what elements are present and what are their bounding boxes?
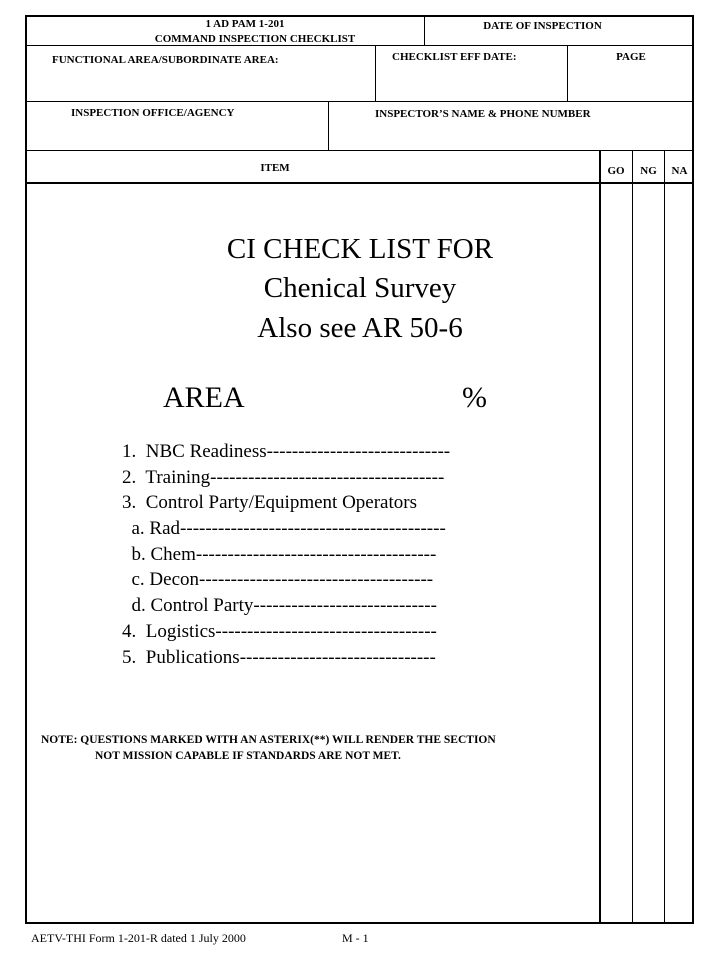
list-item: b. Chem-------------------------------------- xyxy=(122,543,437,565)
note-line-1: NOTE: QUESTIONS MARKED WITH AN ASTERIX(**) WILL RENDER THE SECTION xyxy=(41,734,496,746)
form-footer: AETV-THI Form 1-201-R dated 1 July 2000 xyxy=(31,931,246,945)
header-divider-inspector xyxy=(328,101,329,150)
page-subtitle: Chenical Survey xyxy=(263,272,457,304)
go-column-header: GO xyxy=(607,165,625,177)
page-number: M - 1 xyxy=(342,931,369,945)
pam-number: 1 AD PAM 1-201 xyxy=(205,18,285,30)
checklist-eff-date-label: CHECKLIST EFF DATE: xyxy=(392,51,517,63)
inspection-office-label: INSPECTION OFFICE/AGENCY xyxy=(71,107,235,119)
item-column-header: ITEM xyxy=(260,162,290,174)
ng-column-header: NG xyxy=(640,165,657,177)
note-line-2: NOT MISSION CAPABLE IF STANDARDS ARE NOT MET. xyxy=(95,750,401,762)
list-item: d. Control Party----------------------------- xyxy=(122,595,437,617)
na-column-header: NA xyxy=(671,165,688,177)
list-item: 1. NBC Readiness----------------------------- xyxy=(122,441,451,462)
reference-line: Also see AR 50-6 xyxy=(257,312,463,344)
na-column-line xyxy=(664,150,665,924)
ng-column-line xyxy=(632,150,633,924)
header-divider-eff-date xyxy=(375,45,376,101)
list-item: 3. Control Party/Equipment Operators xyxy=(122,492,417,514)
page-label: PAGE xyxy=(616,51,646,63)
list-item: 2. Training------------------------------------- xyxy=(122,466,445,488)
area-list xyxy=(122,439,450,670)
list-item: 5. Publications------------------------------- xyxy=(122,646,436,668)
checklist-name: COMMAND INSPECTION CHECKLIST xyxy=(154,33,356,45)
functional-area-label: FUNCTIONAL AREA/SUBORDINATE AREA: xyxy=(52,54,279,66)
header-rule-2 xyxy=(25,101,694,102)
list-item: 4. Logistics----------------------------------- xyxy=(122,620,437,642)
list-item: a. Rad------------------------------------------ xyxy=(122,518,446,540)
percent-heading: % xyxy=(462,381,487,414)
list-item: c. Decon------------------------------------- xyxy=(122,569,434,591)
column-header-rule xyxy=(25,182,694,184)
area-heading: AREA xyxy=(163,381,245,414)
inspector-label: INSPECTOR’S NAME & PHONE NUMBER xyxy=(375,108,591,120)
page-title: CI CHECK LIST FOR xyxy=(226,233,494,265)
header-rule-3 xyxy=(25,150,694,151)
date-of-inspection-label: DATE OF INSPECTION xyxy=(483,20,602,32)
go-column-line xyxy=(599,150,601,924)
